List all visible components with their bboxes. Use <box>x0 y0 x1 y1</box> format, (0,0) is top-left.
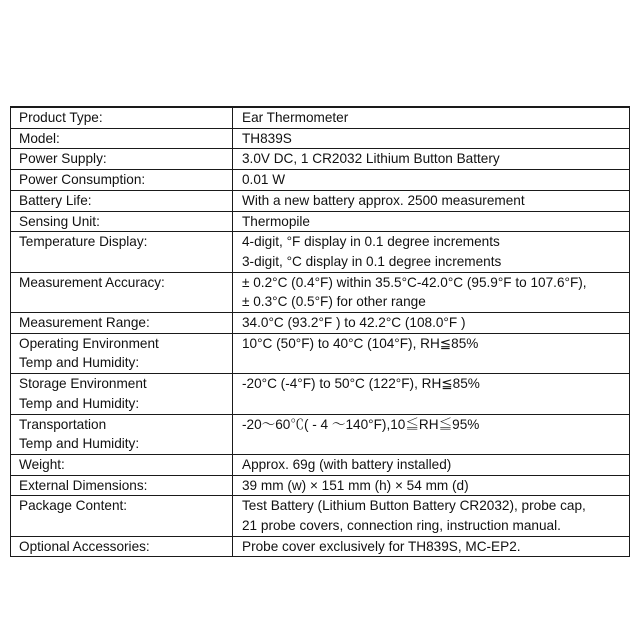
spec-row-product-type <box>11 107 630 128</box>
spec-table-body <box>11 107 630 557</box>
spec-label-line: Battery Life: <box>19 192 92 208</box>
spec-label <box>11 333 233 373</box>
spec-label-line: Temp and Humidity: <box>19 355 140 371</box>
spec-row-operating-environment <box>11 333 630 373</box>
spec-label <box>11 232 233 272</box>
spec-row-sensing-unit <box>11 211 630 232</box>
spec-label-line: Product Type: <box>19 110 103 125</box>
spec-value <box>233 128 630 149</box>
spec-value-line: 0.01 W <box>242 172 286 188</box>
spec-label <box>11 128 233 149</box>
spec-label <box>11 107 233 128</box>
spec-label <box>11 454 233 475</box>
spec-row-measurement-accuracy <box>11 272 630 312</box>
spec-value <box>233 190 630 211</box>
spec-row-package-content <box>11 496 630 536</box>
spec-label <box>11 313 233 334</box>
spec-label-line: External Dimensions: <box>19 477 148 493</box>
spec-label-line: Power Supply: <box>19 151 107 167</box>
spec-value-line: -20～60℃( - 4 ～140°F),10≦RH≦95% <box>242 416 480 432</box>
spec-label <box>11 374 233 414</box>
spec-label-line: Temp and Humidity: <box>19 436 140 452</box>
spec-value <box>233 374 630 414</box>
spec-value <box>233 333 630 373</box>
spec-value-line: ± 0.2°C (0.4°F) within 35.5°C-42.0°C (95.9°F to 107.6°F), <box>242 274 587 290</box>
spec-value-line: Test Battery (Lithium Button Battery CR2032), probe cap, <box>242 498 586 514</box>
spec-value-line: 21 probe covers, connection ring, instruction manual. <box>242 518 561 534</box>
spec-value-line: -20°C (-4°F) to 50°C (122°F), RH≦85% <box>242 376 480 392</box>
spec-row-temperature-display <box>11 232 630 272</box>
spec-value-line: TH839S <box>242 130 292 146</box>
spec-label-line: Temperature Display: <box>19 234 148 250</box>
spec-value <box>233 107 630 128</box>
spec-label <box>11 149 233 170</box>
spec-label <box>11 272 233 312</box>
spec-value <box>233 149 630 170</box>
spec-label-line: Package Content: <box>19 498 128 514</box>
spec-label-line: Weight: <box>19 456 65 472</box>
spec-value-line: 3.0V DC, 1 CR2032 Lithium Button Battery <box>242 151 500 167</box>
spec-value-line: 39 mm (w) × 151 mm (h) × 54 mm (d) <box>242 477 469 493</box>
spec-value <box>233 272 630 312</box>
spec-row-optional-accessories <box>11 536 630 557</box>
spec-value-line: 3-digit, °C display in 0.1 degree increments <box>242 253 502 269</box>
spec-label <box>11 211 233 232</box>
spec-label <box>11 190 233 211</box>
spec-row-model <box>11 128 630 149</box>
spec-label <box>11 475 233 496</box>
spec-value <box>233 232 630 272</box>
spec-label-line: Power Consumption: <box>19 172 146 188</box>
spec-row-measurement-range <box>11 313 630 334</box>
spec-value-line: 34.0°C (93.2°F ) to 42.2°C (108.0°F ) <box>242 315 466 331</box>
spec-row-power-consumption <box>11 170 630 191</box>
spec-value-line: ± 0.3°C (0.5°F) for other range <box>242 294 426 310</box>
spec-value-line: 4-digit, °F display in 0.1 degree increments <box>242 234 500 250</box>
spec-label-line: Sensing Unit: <box>19 213 100 229</box>
spec-label-line: Measurement Range: <box>19 315 150 331</box>
spec-value <box>233 475 630 496</box>
spec-value-line: With a new battery approx. 2500 measurement <box>242 192 525 208</box>
spec-value-line: Thermopile <box>242 213 310 229</box>
spec-label-line: Operating Environment <box>19 335 159 351</box>
spec-value-line: Approx. 69g (with battery installed) <box>242 456 452 472</box>
spec-value <box>233 170 630 191</box>
spec-label-line: Temp and Humidity: <box>19 395 140 411</box>
spec-label-line: Model: <box>19 130 60 146</box>
spec-row-storage-environment <box>11 374 630 414</box>
spec-label <box>11 414 233 454</box>
spec-label <box>11 496 233 536</box>
spec-table <box>10 106 630 557</box>
spec-label-line: Optional Accessories: <box>19 538 150 554</box>
spec-row-battery-life <box>11 190 630 211</box>
spec-value-line: Ear Thermometer <box>242 110 349 125</box>
spec-label-line: Transportation <box>19 416 107 432</box>
spec-row-weight <box>11 454 630 475</box>
spec-value <box>233 211 630 232</box>
spec-label-line: Storage Environment <box>19 376 147 392</box>
spec-value <box>233 536 630 557</box>
spec-value-line: 10°C (50°F) to 40°C (104°F), RH≦85% <box>242 335 479 351</box>
spec-value-line: Probe cover exclusively for TH839S, MC-EP2. <box>242 538 521 554</box>
spec-row-transportation <box>11 414 630 454</box>
spec-row-power-supply <box>11 149 630 170</box>
spec-row-external-dimensions <box>11 475 630 496</box>
spec-value <box>233 496 630 536</box>
spec-label-line: Measurement Accuracy: <box>19 274 165 290</box>
spec-value <box>233 313 630 334</box>
spec-value <box>233 414 630 454</box>
spec-label <box>11 170 233 191</box>
spec-label <box>11 536 233 557</box>
spec-value <box>233 454 630 475</box>
